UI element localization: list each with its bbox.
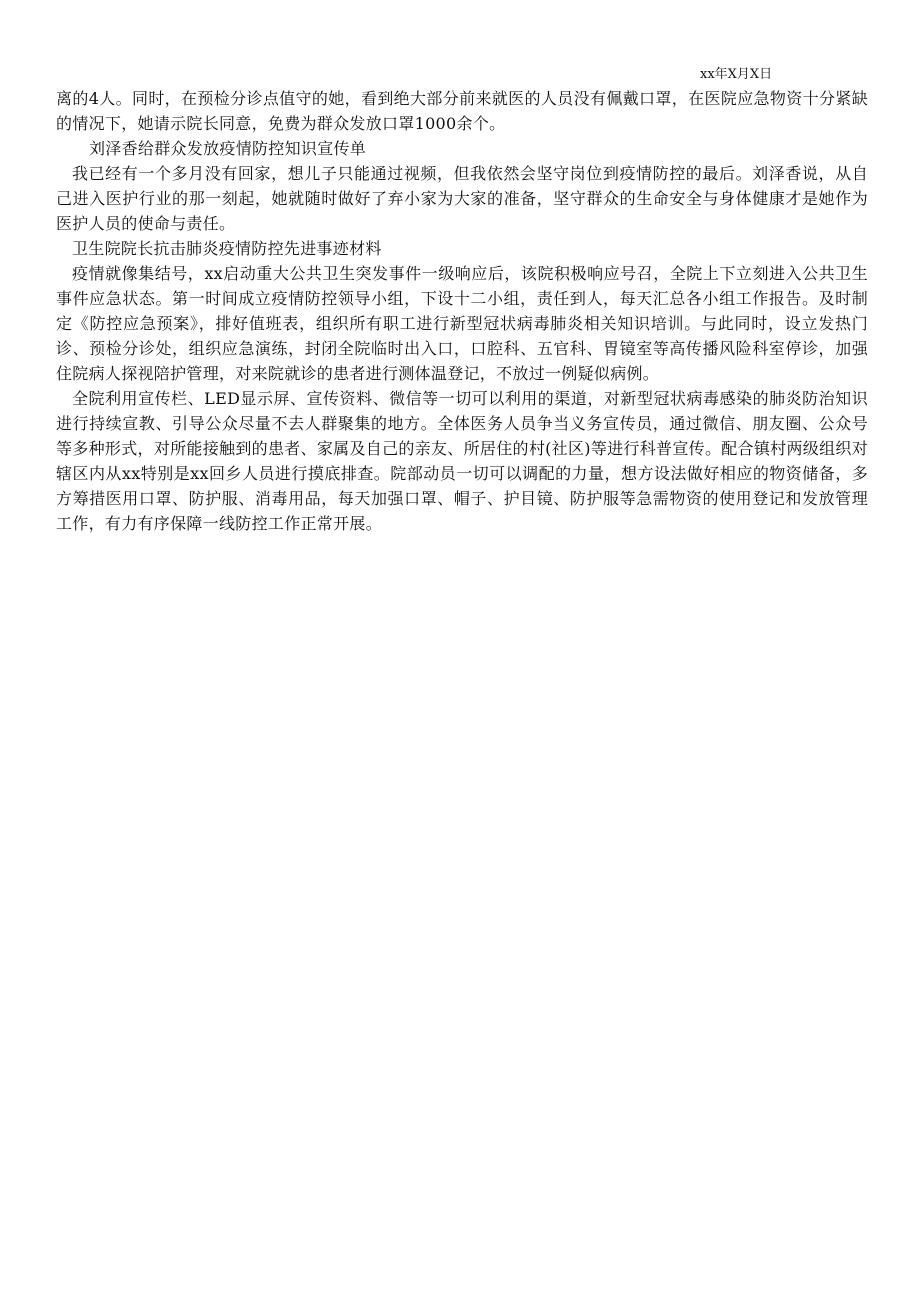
paragraph-quote: 我已经有一个多月没有回家，想儿子只能通过视频，但我依然会坚守岗位到疫情防控的最后。刘泽香说，从自己进入医护行业的那一刻起，她就随时做好了弃小家为大家的准备，坚守群众的生命安全与身体健康才是她作为医护人员的使命与责任。 <box>56 164 868 233</box>
header-date: xx年X月X日 <box>700 67 773 82</box>
paragraph-continuation: 离的4人。同时，在预检分诊点值守的她，看到绝大部分前来就医的人员没有佩戴口罩，在医院应急物资十分紧缺的情况下，她请示院长同意，免费为群众发放口罩1000余个。 <box>56 89 868 133</box>
document-body <box>56 86 868 536</box>
section-heading: 卫生院院长抗击肺炎疫情防控先进事迹材料 <box>72 239 382 258</box>
photo-caption: 刘泽香给群众发放疫情防控知识宣传单 <box>89 139 367 158</box>
paragraph-response: 疫情就像集结号，xx启动重大公共卫生突发事件一级响应后，该院积极响应号召，全院上下立刻进入公共卫生事件应急状态。第一时间成立疫情防控领导小组，下设十二小组，责任到人，每天汇总各小组工作报告。及时制定《防控应急预案》，排好值班表，组织所有职工进行新型冠状病毒肺炎相关知识培训。与此同时，设立发热门诊、预检分诊处，组织应急演练，封闭全院临时出入口，口腔科、五官科、胃镜室等高传播风险科室停诊，加强住院病人探视陪护管理，对来院就诊的患者进行测体温登记，不放过一例疑似病例。 <box>56 264 868 383</box>
paragraph-publicity: 全院利用宣传栏、LED显示屏、宣传资料、微信等一切可以利用的渠道，对新型冠状病毒感染的肺炎防治知识进行持续宣教、引导公众尽量不去人群聚集的地方。全体医务人员争当义务宣传员，通过微信、朋友圈、公众号等多种形式，对所能接触到的患者、家属及自己的亲友、所居住的村(社区)等进行科普宣传。配合镇村两级组织对辖区内从xx特别是xx回乡人员进行摸底排查。院部动员一切可以调配的力量，想方设法做好相应的物资储备，多方筹措医用口罩、防护服、消毒用品，每天加强口罩、帽子、护目镜、防护服等急需物资的使用登记和发放管理工作，有力有序保障一线防控工作正常开展。 <box>56 389 868 533</box>
